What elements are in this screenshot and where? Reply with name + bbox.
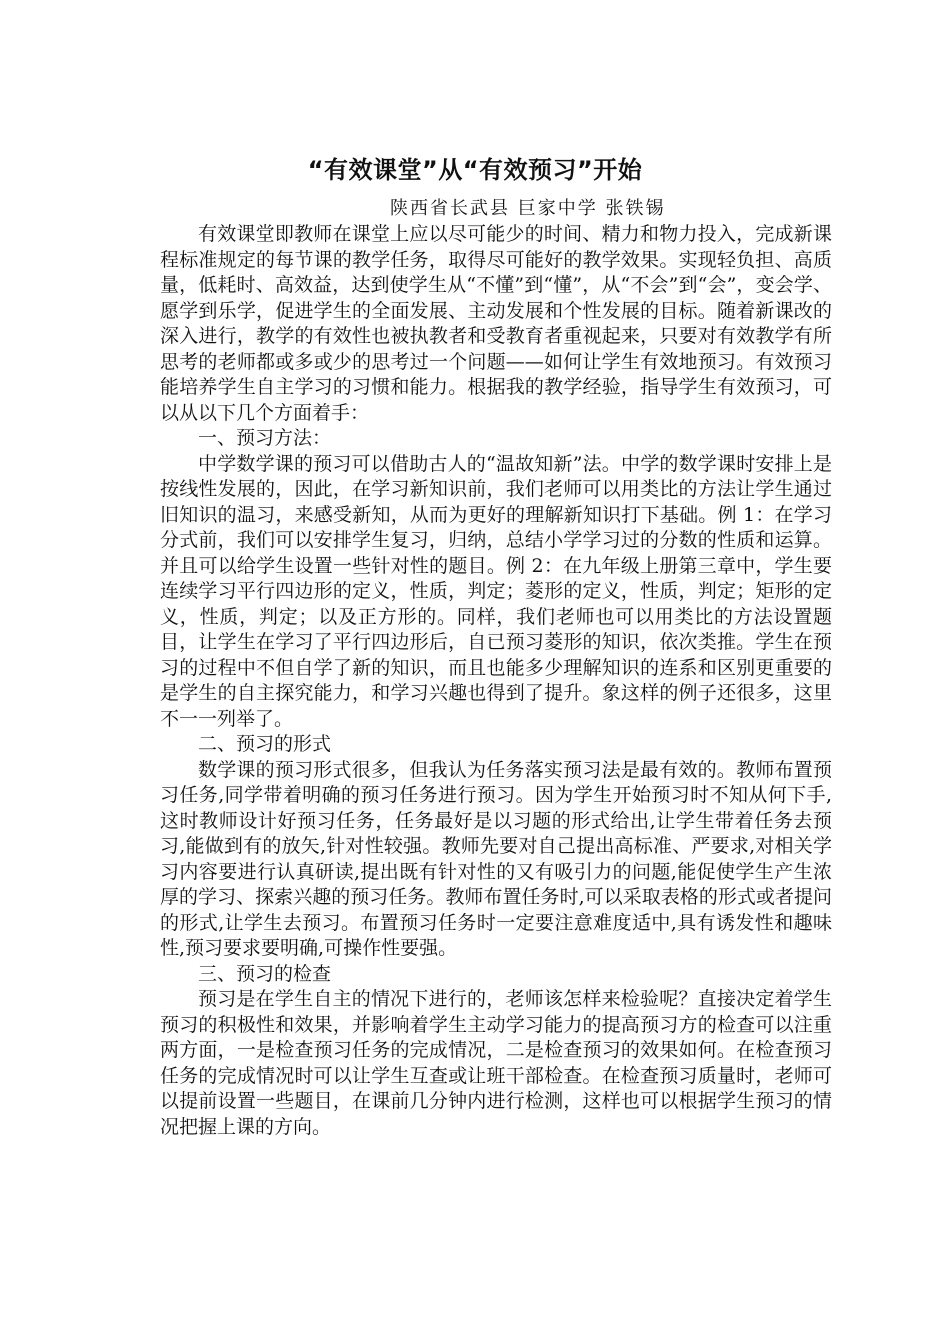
methods-paragraph: 中学数学课的预习可以借助古人的“温故知新”法。中学的数学课时安排上是按线性发展的，因此，在学习新知识前，我们老师可以用类比的方法让学生通过旧知识的温习，来感受新知，从而为更好的理解新知识打下基础。例 1：在学习分式前，我们可以安排学生复习，归纳，总结小学学习过的分数的性质和运算。并且可以给学生设置一些针对性的题目。例 2：在九年级上册第三章中，学生要连续学习平行四边形的定义，性质，判定；菱形的定义，性质，判定；矩形的定义，性质，判定；以及正方形的。同样，我们老师也可以用类比的方法设置题目，让学生在学习了平行四边形后，自已预习菱形的知识，依次类推。学生在预习的过程中不但自学了新的知识，而且也能多少理解知识的连系和区别更重要的是学生的自主探究能力，和学习兴趣也得到了提升。象这样的例子还很多，这里不一一列举了。 bbox=[160, 452, 832, 730]
checking-paragraph: 预习是在学生自主的情况下进行的，老师该怎样来检验呢？直接决定着学生预习的积极性和效果，并影响着学生主动学习能力的提高预习方的检查可以注重两方面，一是检查预习任务的完成情况，二是检查预习的效果如何。在检查预习任务的完成情况时可以让学生互查或让班干部检查。在检查预习质量时，老师可以提前设置一些题目，在课前几分钟内进行检测，这样也可以根据学生预习的情况把握上课的方向。 bbox=[160, 988, 832, 1138]
section-heading-forms: 二、预习的形式 bbox=[198, 733, 332, 755]
intro-paragraph: 有效课堂即教师在课堂上应以尽可能少的时间、精力和物力投入，完成新课程标准规定的每节课的教学任务，取得尽可能好的教学效果。实现轻负担、高质量，低耗时、高效益，达到使学生从“不懂”到“懂”，从“不会”到“会”，变会学、愿学到乐学，促进学生的全面发展、主动发展和个性发展的目标。随着新课改的深入进行，教学的有效性也被执教者和受教育者重视起来，只要对有效教学有所思考的老师都或多或少的思考过一个问题——如何让学生有效地预习。有效预习能培养学生自主学习的习惯和能力。根据我的教学经验，指导学生有效预习，可以从以下几个方面着手： bbox=[160, 223, 832, 424]
section-heading-methods: 一、预习方法： bbox=[198, 427, 332, 449]
document-title: “有效课堂”从“有效预习”开始 bbox=[307, 156, 643, 184]
document-body bbox=[160, 222, 832, 1140]
section-heading-checking: 三、预习的检查 bbox=[198, 962, 332, 985]
forms-paragraph: 数学课的预习形式很多，但我认为任务落实预习法是最有效的。教师布置预习任务,同学带着明确的预习任务进行预习。因为学生开始预习时不知从何下手,这时教师设计好预习任务，任务最好是以习题的形式给出,让学生带着任务去预习,能做到有的放矢,针对性较强。教师先要对自己提出高标准、严要求,对相关学习内容要进行认真研读,提出既有针对性的又有吸引力的问题,能促使学生产生浓厚的学习、探索兴趣的预习任务。教师布置任务时,可以采取表格的形式或者提问的形式,让学生去预习。布置预习任务时一定要注意难度适中,具有诱发性和趣味性,预习要求要明确,可操作性要强。 bbox=[160, 758, 832, 959]
author-byline: 陕西省长武县 巨家中学 张铁锡 bbox=[390, 198, 666, 219]
